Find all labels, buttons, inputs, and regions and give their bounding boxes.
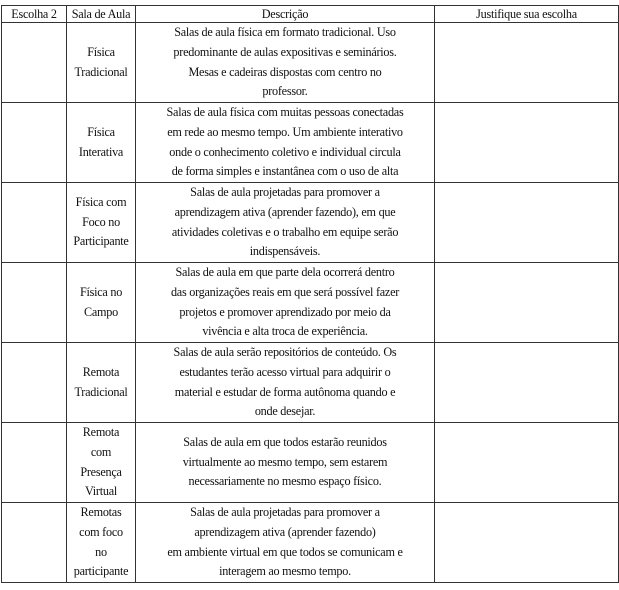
- justify-cell[interactable]: [435, 103, 619, 183]
- room-name: Remota Tradicional: [74, 364, 128, 399]
- description-text: Salas de aula física em formato tradicional. Uso predominante de aulas expositivas e seminários. Mesas e cadeiras dispostas com centro no professor.: [173, 25, 397, 99]
- room-name: Remotas com foco no participante: [73, 505, 129, 579]
- table-row: [2, 503, 619, 583]
- justify-cell[interactable]: [435, 23, 619, 103]
- justify-cell[interactable]: [435, 503, 619, 583]
- description-cell: [136, 23, 435, 103]
- table-row: [2, 343, 619, 423]
- justify-cell[interactable]: [435, 423, 619, 503]
- choice-cell[interactable]: [2, 23, 67, 103]
- header-justify: Justifique sua escolha: [435, 6, 619, 23]
- choice-cell[interactable]: [2, 103, 67, 183]
- room-name: Física no Campo: [79, 284, 123, 319]
- description-cell: [136, 103, 435, 183]
- room-cell: [67, 503, 136, 583]
- description-text: Salas de aula projetadas para promover a aprendizagem ativa (aprender fazendo), em que atividades coletivas e o trabalho em equipe serão indispensáveis.: [171, 185, 399, 259]
- header-choice: Escolha 2: [2, 6, 67, 23]
- header-room: Sala de Aula: [67, 6, 136, 23]
- table-row: [2, 103, 619, 183]
- choice-cell[interactable]: [2, 183, 67, 263]
- table-row: [2, 263, 619, 343]
- table-row: [2, 423, 619, 503]
- header-description: Descrição: [136, 6, 435, 23]
- room-name: Remota com Presença Virtual: [80, 425, 122, 499]
- room-cell: [67, 103, 136, 183]
- room-cell: [67, 183, 136, 263]
- choice-cell[interactable]: [2, 423, 67, 503]
- description-cell: [136, 263, 435, 343]
- room-name: Física com Foco no Participante: [73, 195, 129, 249]
- justify-cell[interactable]: [435, 183, 619, 263]
- room-name: Física Interativa: [78, 124, 124, 159]
- room-name: Física Tradicional: [74, 44, 128, 79]
- header-row: [2, 6, 619, 23]
- room-cell: [67, 423, 136, 503]
- classroom-choice-table: [1, 5, 619, 583]
- description-cell: [136, 503, 435, 583]
- table-row: [2, 183, 619, 263]
- description-cell: [136, 423, 435, 503]
- choice-cell[interactable]: [2, 503, 67, 583]
- choice-cell[interactable]: [2, 343, 67, 423]
- table-row: [2, 23, 619, 103]
- description-text: Salas de aula em que parte dela ocorrerá dentro das organizações reais em que será possível fazer projetos e promover aprendizado por meio da vivência e alta troca de experiência.: [170, 265, 400, 339]
- description-text: Salas de aula projetadas para promover a aprendizagem ativa (aprender fazendo) em ambiente virtual em que todos se comunicam e interagem ao mesmo tempo.: [167, 505, 403, 579]
- description-cell: [136, 343, 435, 423]
- justify-cell[interactable]: [435, 343, 619, 423]
- description-text: Salas de aula física com muitas pessoas conectadas em rede ao mesmo tempo. Um ambiente interativo onde o conhecimento coletivo e individual circula de forma simples e instantânea com o uso de alta: [166, 105, 404, 179]
- room-cell: [67, 263, 136, 343]
- room-cell: [67, 23, 136, 103]
- justify-cell[interactable]: [435, 263, 619, 343]
- description-text: Salas de aula em que todos estarão reunidos virtualmente ao mesmo tempo, sem estarem necessariamente no mesmo espaço físico.: [182, 435, 388, 489]
- choice-cell[interactable]: [2, 263, 67, 343]
- room-cell: [67, 343, 136, 423]
- description-cell: [136, 183, 435, 263]
- description-text: Salas de aula serão repositórios de conteúdo. Os estudantes terão acesso virtual para adquirir o material e estudar de forma autônoma quando e onde desejar.: [173, 345, 397, 419]
